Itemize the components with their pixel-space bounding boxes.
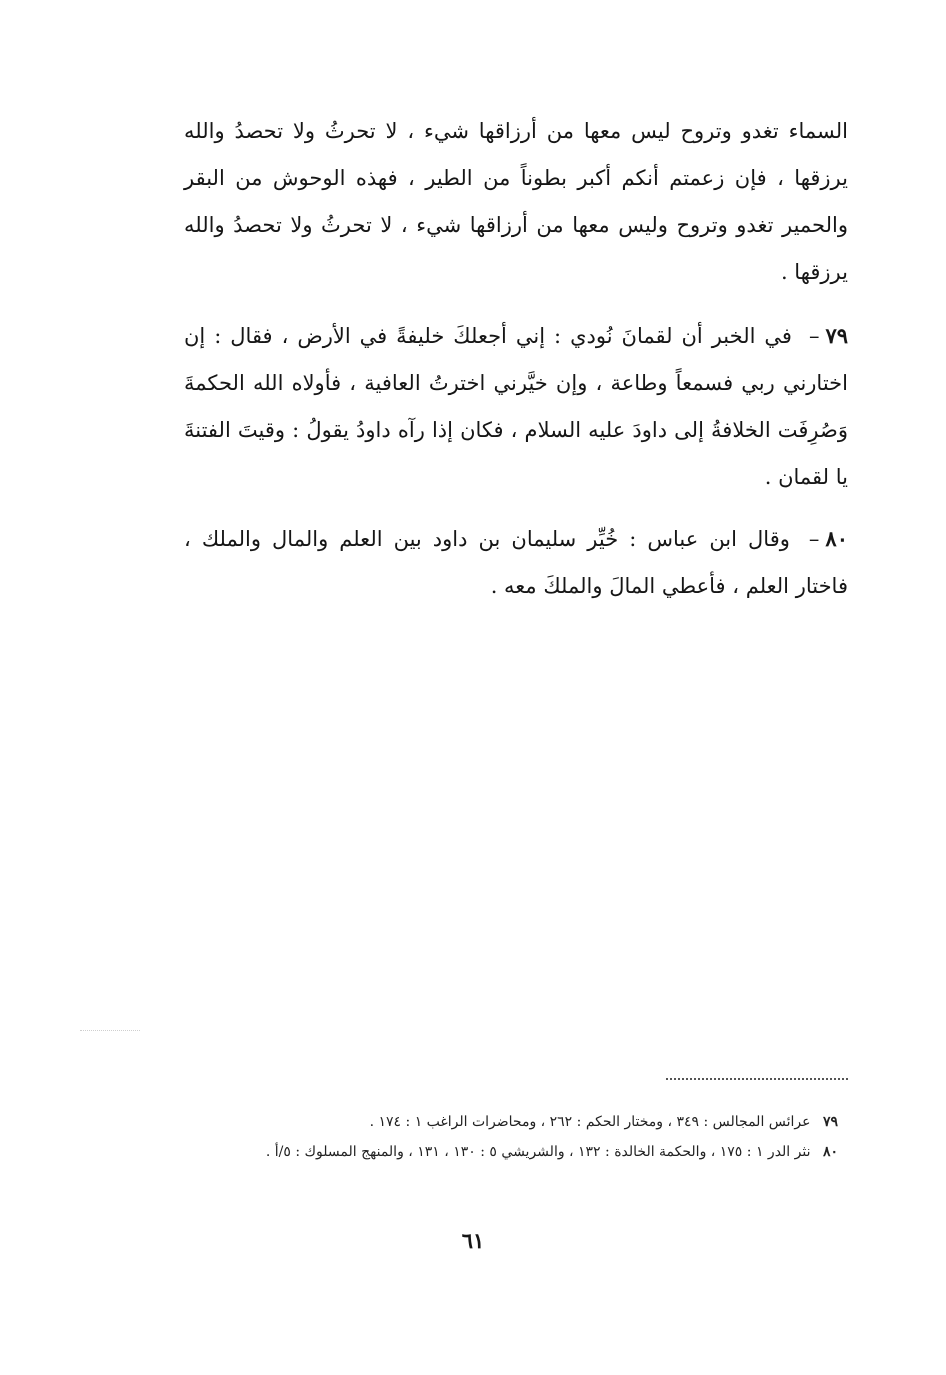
footnote-text: نثر الدر ١ : ١٧٥ ، والحكمة الخالدة : ١٣٢ ، والشريشي ٥ : ١٣٠ ، ١٣١ ، والمنهج المسلوك : ٥/أ . [265,1144,811,1160]
paragraph-text: وقال ابن عباس : خُيِّر سليمان بن داود بين العلم والمال والملك ، فاختار العلم ، فأعطي المالَ والملكَ معه . [184,527,848,598]
footnotes [184,1108,838,1168]
page-number: ٦١ [461,1228,485,1253]
footnote-79 [184,1108,838,1136]
footnote-text: عرائس المجالس : ٣٤٩ ، ومختار الحكم : ٢٦٢ ، ومحاضرات الراغب ١ : ١٧٤ . [369,1114,811,1130]
footnote-number: ٨٠ [822,1144,838,1160]
paragraph-80 [184,515,848,610]
item-dash: – [808,324,820,348]
paragraph-text: السماء تغدو وتروح ليس معها من أرزاقها شيء ، لا تحرثُ ولا تحصدُ والله يرزقها ، فإن زعمتم أنكم أكبر بطوناً من الطير ، فهذه الوحوش من البقر والحمير تغدو وتروح وليس معها من أرزاقها شيء ، لا تحرثُ ولا تحصدُ والله يرزقها . [184,119,848,284]
footnote-number: ٧٩ [822,1114,838,1130]
paragraph-continued [184,108,848,296]
paragraph-text: في الخبر أن لقمانَ نُودي : إني أجعلكَ خليفةً في الأرض ، فقال : إن اختارني ربي فسمعاً وطاعة ، وإن خيَّرني اخترتُ العافية ، فأولاه الله الحكمةَ وَصُرِفَت الخلافةُ إلى داودَ عليه السلام ، فكان إذا رآه داودُ يقولُ : وقيتَ الفتنةَ يا لقمان . [184,324,848,489]
scan-speck [80,1030,140,1033]
footnote-separator [666,1078,848,1080]
paragraph-79 [184,312,848,501]
item-number: ٨٠ [825,526,848,551]
footnote-80 [184,1138,838,1166]
item-dash: – [808,527,820,551]
item-number: ٧٩ [825,323,848,348]
